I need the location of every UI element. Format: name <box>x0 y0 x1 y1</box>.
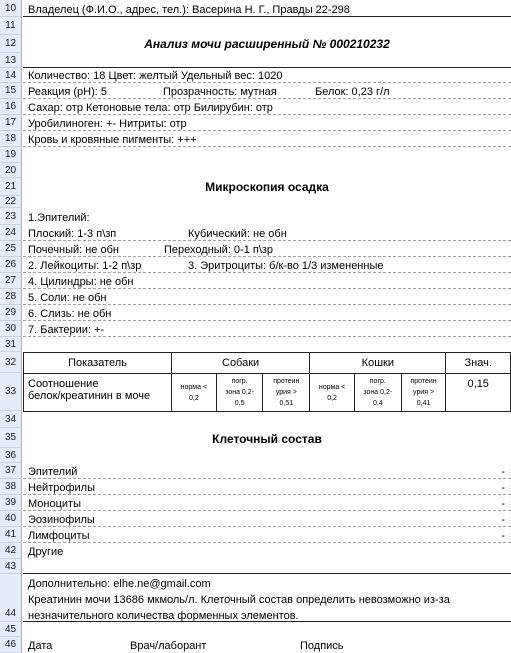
cylinders: 4. Цилиндры: не обн <box>28 276 134 288</box>
row-header[interactable]: 45 <box>0 622 22 637</box>
row-header[interactable]: 31 <box>0 337 22 352</box>
footer-signature: Подпись <box>300 640 344 652</box>
row-header[interactable]: 38 <box>0 479 22 495</box>
report-title: Анализ мочи расширенный № 000210232 <box>144 37 390 51</box>
cats-norm: норма < 0,2 <box>310 374 355 412</box>
row-18 <box>0 131 511 147</box>
cell-value: - <box>501 530 505 542</box>
row-25 <box>0 241 511 257</box>
row-header[interactable]: 13 <box>0 53 22 68</box>
dogs-proteinuria: протеин урия > 0,51 <box>263 374 310 412</box>
row-34 <box>0 411 511 428</box>
header-dogs: Собаки <box>171 353 309 374</box>
row-header[interactable]: 41 <box>0 527 22 543</box>
dogs-border: погр. зона 0,2- 0,5 <box>216 374 263 412</box>
owner-text: Владелец (Ф.И.О., адрес, тел.): Васерина Н. Г., Правды 22-298 <box>28 4 350 16</box>
bacteria: 7. Бактерии: +- <box>28 324 105 336</box>
row-17 <box>0 115 511 131</box>
row-43 <box>0 559 511 574</box>
cell-value: - <box>501 466 505 478</box>
row-header[interactable]: 25 <box>0 241 22 257</box>
cell-label: Нейтрофилы <box>28 482 95 494</box>
row-23 <box>0 208 511 225</box>
blood-pigments: Кровь и кровяные пигменты: +++ <box>28 134 197 146</box>
cell-value: - <box>501 482 505 494</box>
row-header[interactable]: 11 <box>0 17 22 35</box>
row-header[interactable]: 28 <box>0 289 22 305</box>
mucus: 6. Слизь: не обн <box>28 308 112 320</box>
row-12 <box>0 35 511 53</box>
row-22 <box>0 196 511 208</box>
transitional-epithelium: Переходный: 0-1 п\зр <box>164 244 274 256</box>
row-46 <box>0 637 511 653</box>
clarity-text: Прозрачность: мутная <box>163 86 277 98</box>
cell-label: Эозинофилы <box>28 514 95 526</box>
row-header[interactable]: 36 <box>0 448 22 463</box>
cell-composition-title: Клеточный состав <box>212 432 322 446</box>
row-header[interactable]: 14 <box>0 68 22 83</box>
row-header[interactable]: 15 <box>0 83 22 99</box>
extra-contact: Дополнительно: elhe.ne@gmail.com <box>28 578 211 590</box>
protein-creatinine-table <box>23 352 511 412</box>
footer-date: Дата <box>28 640 53 652</box>
cell-row <box>0 543 511 559</box>
cell-value: - <box>501 498 505 510</box>
row-11 <box>0 17 511 35</box>
row-36 <box>0 448 511 463</box>
row-30 <box>0 321 511 337</box>
header-indicator: Показатель <box>24 353 172 374</box>
header-value: Знач. <box>446 353 511 374</box>
row-21 <box>0 178 511 196</box>
renal-epithelium: Почечный: не обн <box>28 244 119 256</box>
cell-row <box>0 495 511 511</box>
row-header[interactable]: 33 <box>0 373 22 411</box>
cell-label: Лимфоциты <box>28 530 90 542</box>
row-header[interactable]: 46 <box>0 637 22 653</box>
row-header[interactable]: 23 <box>0 208 22 225</box>
row-13 <box>0 53 511 68</box>
urobilinogen-nitrites: Уробилиноген: +- Нитриты: отр <box>28 118 187 130</box>
footer-doctor: Врач/лаборант <box>130 640 207 652</box>
quantity-color-gravity: Количество: 18 Цвет: желтый Удельный вес: 1020 <box>28 70 283 82</box>
ratio-value: 0,15 <box>446 374 511 412</box>
extra-note-line-2: незначительного количества форменных элементов. <box>28 610 299 622</box>
leukocytes: 2. Лейкоциты: 1-2 п\зр <box>28 260 142 272</box>
cell-row <box>0 511 511 527</box>
row-26 <box>0 257 511 273</box>
row-header[interactable]: 20 <box>0 163 22 178</box>
row-header[interactable]: 22 <box>0 196 22 208</box>
cell-label: Эпителий <box>28 466 78 478</box>
row-header[interactable]: 29 <box>0 305 22 321</box>
protein-text: Белок: 0,23 г/л <box>315 86 390 98</box>
row-header[interactable]: 40 <box>0 511 22 527</box>
row-header[interactable]: 10 <box>0 0 22 17</box>
row-29 <box>0 305 511 321</box>
row-header[interactable]: 19 <box>0 147 22 163</box>
microscopy-title: Микроскопия осадка <box>205 180 329 194</box>
row-28 <box>0 289 511 305</box>
row-27 <box>0 273 511 289</box>
ph-text: Реакция (pH): 5 <box>28 86 107 98</box>
row-label-line-2: белок/креатинин в моче <box>28 390 151 402</box>
cell-row <box>0 479 511 495</box>
ratio-table-rows <box>0 352 511 411</box>
row-14 <box>0 68 511 83</box>
row-header[interactable]: 17 <box>0 115 22 131</box>
cell-label: Моноциты <box>28 498 81 510</box>
cell-row <box>0 463 511 479</box>
row-16 <box>0 99 511 115</box>
row-45 <box>0 622 511 637</box>
cubic-epithelium: Кубический: не обн <box>188 228 287 240</box>
row-header[interactable]: 27 <box>0 273 22 289</box>
header-cats: Кошки <box>310 353 446 374</box>
row-header[interactable]: 16 <box>0 99 22 115</box>
cats-border: погр. зона 0,2- 0,4 <box>354 374 401 412</box>
cell-value: - <box>501 514 505 526</box>
flat-epithelium: Плоский: 1-3 п\зп <box>28 228 117 240</box>
row-header[interactable]: 37 <box>0 463 22 479</box>
row-header[interactable]: 21 <box>0 178 22 196</box>
row-header[interactable]: 44 <box>0 574 22 622</box>
extra-note-line-1: Креатинин мочи 13686 мкмоль/л. Клеточный состав определить невозможно из-за <box>28 594 450 606</box>
epithelium-heading: 1.Эпителий: <box>28 212 90 224</box>
row-header[interactable]: 43 <box>0 559 22 574</box>
row-35 <box>0 428 511 448</box>
row-header[interactable]: 39 <box>0 495 22 511</box>
row-header[interactable]: 18 <box>0 131 22 147</box>
cell-label: Другие <box>28 546 64 558</box>
cats-proteinuria: протеин урия > 0,41 <box>401 374 446 412</box>
row-header[interactable]: 26 <box>0 257 22 273</box>
row-header[interactable]: 42 <box>0 543 22 559</box>
row-label <box>24 374 172 412</box>
dogs-norm: норма < 0,2 <box>171 374 216 412</box>
erythrocytes: 3. Эритроциты: б/к-во 1/3 измененные <box>188 260 384 272</box>
row-20 <box>0 163 511 178</box>
sugar-ketone-bilirubin: Сахар: отр Кетоновые тела: отр Билирубин: отр <box>28 102 273 114</box>
row-header[interactable]: 12 <box>0 35 22 53</box>
row-10 <box>0 0 511 17</box>
cell-row <box>0 527 511 543</box>
row-24 <box>0 225 511 241</box>
row-header[interactable]: 32 <box>0 352 22 373</box>
row-15 <box>0 83 511 99</box>
row-header[interactable]: 34 <box>0 411 22 428</box>
row-header[interactable]: 30 <box>0 321 22 337</box>
row-header[interactable]: 35 <box>0 428 22 448</box>
salts: 5. Соли: не обн <box>28 292 107 304</box>
row-31 <box>0 337 511 352</box>
row-label-line-1: Соотношение <box>28 378 99 390</box>
row-44 <box>0 574 511 622</box>
row-19 <box>0 147 511 163</box>
row-header[interactable]: 24 <box>0 225 22 241</box>
